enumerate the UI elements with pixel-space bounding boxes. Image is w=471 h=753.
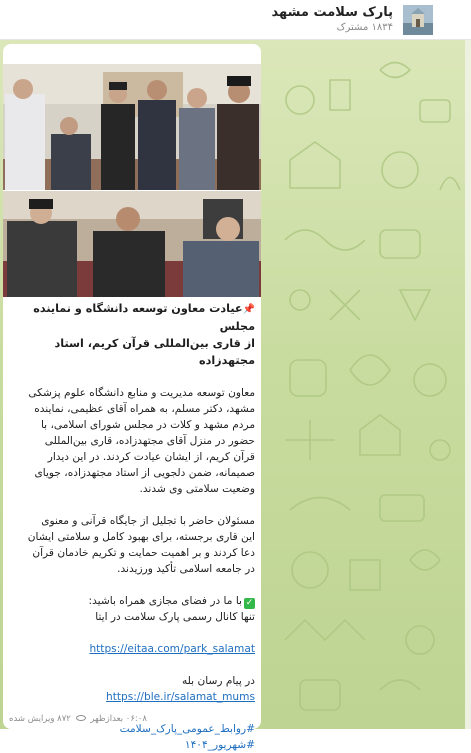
view-count: ۸۷۲ [57, 714, 71, 724]
eitaa-channel-link[interactable]: https://eitaa.com/park_salamat [89, 643, 255, 655]
post-time: ۰۶:۰۸ بعدازظهر [90, 714, 147, 724]
channel-avatar[interactable] [403, 5, 433, 35]
channel-header[interactable] [0, 0, 471, 40]
hashtag-public-relations[interactable]: #روابط_عمومی_پارک_سلامت [119, 723, 255, 735]
post-title: 📌عیادت معاون توسعه دانشگاه و نماینده مجلس [33, 302, 255, 333]
post-paragraph-2: مسئولان حاضر با تجلیل از جایگاه قرآنی و معنوی این قاری برجسته، برای بهبود کامل و سلامتی ایشان دعا کردند و بر اهمیت حمایت و تکریم خادمان قرآن در جامعه اسلامی تأکید ورزیدند. [27, 515, 255, 575]
scrollbar-track[interactable] [465, 40, 471, 729]
join-section: ✓با ما در فضای مجازی همراه باشید: تنها کانال رسمی پارک سلامت در ایتا [88, 595, 255, 623]
check-box-icon: ✓ [245, 598, 254, 608]
post-photo-bedside-visit[interactable] [3, 191, 261, 297]
hashtag-shahrivar[interactable]: #شهریور_۱۴۰۴ [184, 739, 255, 751]
bale-link-section [9, 673, 255, 705]
bale-label: در پیام رسان بله [181, 675, 255, 687]
hashtags [9, 721, 255, 753]
chat-background [0, 40, 471, 751]
post-photo-group-visit[interactable] [3, 64, 261, 190]
channel-title: پارک سلامت مشهد [271, 5, 393, 20]
post-paragraph-1: معاون توسعه مدیریت و منابع دانشگاه علوم پزشکی مشهد، دکتر مسلم، به همراه آقای عظیمی، نماینده مردم مشهد و کلات در مجلس شورای اسلامی، با حضور در منزل آقای مجتهدزاده، قاری بین‌المللی قرآن کریم، از ایشان عیادت کردند. در این دیدار صمیمانه، ضمن دلجویی از استاد مجتهدزاده، جویای وضعیت سلامتی وی شدند. [28, 387, 255, 495]
eitaa-link-section [9, 641, 255, 657]
bale-channel-link[interactable]: https://ble.ir/salamat_mums [106, 691, 255, 703]
post-text [3, 300, 261, 753]
eye-icon [76, 715, 86, 721]
edited-label: ویرایش شده [9, 714, 55, 724]
subscriber-count: ۱۸۳۴ مشترک [336, 22, 393, 33]
post-meta [9, 714, 255, 724]
pushpin-icon: 📌 [242, 304, 255, 315]
channel-post-bubble[interactable] [3, 44, 261, 751]
post-title-line-2: از قاری بین‌المللی قرآن کریم، استاد مجتهدزاده [54, 337, 255, 367]
